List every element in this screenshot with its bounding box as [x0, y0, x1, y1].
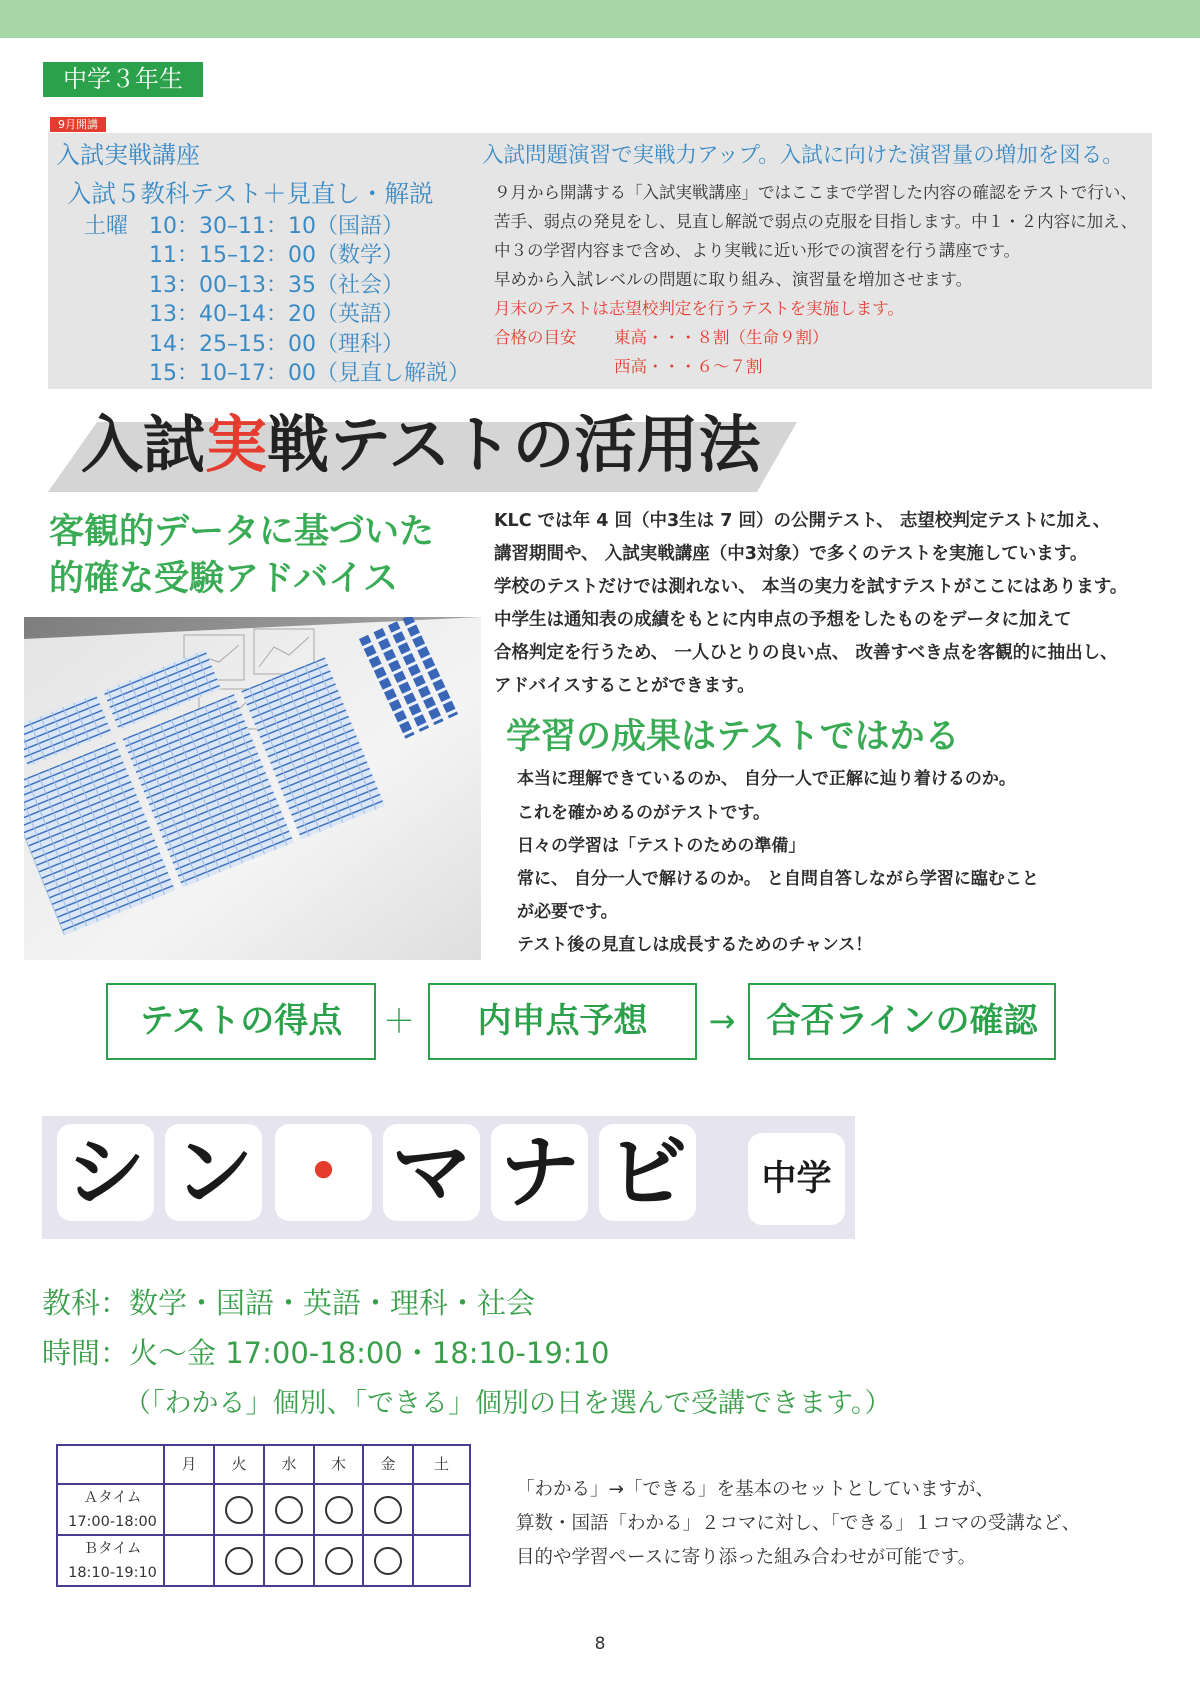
- program-name-tile: マ: [383, 1124, 480, 1221]
- program-name-panel: [42, 1116, 855, 1239]
- description-line: ９月から開講する「入試実戦講座」ではここまで学習した内容の確認をテストで行い、: [494, 182, 1137, 202]
- description-line: 中３の学習内容まで含め、より実戦に近い形での演習を行う講座です。: [494, 240, 1021, 260]
- arrow-right-icon: →: [708, 1002, 736, 1040]
- time-slot-cell: [57, 1535, 164, 1586]
- paragraph-line: アドバイスすることができます。: [494, 675, 755, 696]
- course-notice: 月末のテストは志望校判定を行うテストを実施します。: [494, 298, 904, 318]
- top-color-bar: [0, 0, 1200, 38]
- timetable-cell: [164, 1535, 214, 1586]
- time-slot-hours: 17:00-18:00: [68, 1513, 157, 1530]
- program-time: 時間：火〜金 17:00-18:00・18:10-19:10: [42, 1336, 610, 1370]
- timetable-header-row: [57, 1445, 470, 1484]
- timetable-cell: [164, 1484, 214, 1535]
- time-slot-cell: [57, 1484, 164, 1535]
- circle-mark-icon: [325, 1547, 353, 1575]
- schedule-item: 13：00–13：35（社会）: [149, 272, 404, 298]
- paragraph-line: 算数・国語「わかる」２コマに対し、「できる」１コマの受講など、: [516, 1513, 1081, 1534]
- results-paragraph: [517, 763, 1039, 962]
- program-name-tile: ン: [165, 1124, 262, 1221]
- day-header: 木: [314, 1445, 363, 1484]
- timetable-cell: [264, 1484, 314, 1535]
- time-slot-hours: 18:10-19:10: [68, 1564, 157, 1581]
- course-title: 入試実戦講座: [56, 141, 200, 169]
- pass-target-label: 合格の目安: [494, 327, 577, 347]
- paragraph-line: 講習期間や、 入試実戦講座（中3対象）で多くのテストを実施しています。: [494, 543, 1088, 564]
- paragraph-line: 本当に理解できているのか、 自分一人で正解に辿り着けるのか。: [517, 769, 1016, 790]
- flow-step-pass-line: 合否ラインの確認: [748, 983, 1056, 1060]
- results-heading: 学習の成果はテストではかる: [506, 717, 960, 757]
- paragraph-line: 「わかる」→「できる」を基本のセットとしていますが、: [516, 1479, 995, 1500]
- paragraph-line: これを確かめるのがテストです。: [517, 802, 770, 823]
- time-slot-name: Ａタイム: [83, 1489, 142, 1506]
- program-note: （「わかる」個別、「できる」個別の日を選んで受講できます。）: [124, 1388, 892, 1419]
- plus-icon: ＋: [382, 1002, 415, 1040]
- timetable-cell: [363, 1484, 413, 1535]
- schedule-item: 10：30–11：10（国語）: [149, 214, 404, 239]
- schedule-item: 13：40–14：20（英語）: [149, 302, 404, 328]
- day-header: 土: [413, 1445, 470, 1484]
- flow-step-internal-grade: 内申点予想: [428, 983, 697, 1060]
- paragraph-line: 日々の学習は「テストのための準備」: [517, 835, 806, 856]
- course-description: [494, 178, 1137, 381]
- timetable-cell: [214, 1484, 264, 1535]
- paragraph-line: が必要です。: [517, 902, 618, 923]
- schedule-item: 14：25–15：00（理科）: [149, 331, 404, 357]
- paragraph-line: KLC では年 4 回（中3生は 7 回）の公開テスト、 志望校判定テストに加え、: [494, 510, 1111, 531]
- program-subjects: 教科：数学・国語・英語・理科・社会: [42, 1286, 536, 1320]
- opening-month-badge: 9月開講: [50, 117, 106, 132]
- circle-mark-icon: [225, 1496, 253, 1524]
- banner-title-part: 戦テストの活用法: [267, 408, 761, 481]
- circle-mark-icon: [275, 1547, 303, 1575]
- paragraph-line: 常に、 自分一人で解けるのか。 と自問自答しながら学習に臨むこと: [517, 869, 1039, 889]
- paragraph-line: 合格判定を行うため、 一人ひとりの良い点、 改善すべき点を客観的に抽出し、: [494, 642, 1118, 663]
- timetable-row: [57, 1535, 470, 1586]
- course-schedule: [149, 212, 470, 388]
- timetable: [56, 1444, 471, 1587]
- timetable-cell: [413, 1535, 470, 1586]
- advice-heading: [49, 509, 434, 603]
- day-header: 金: [363, 1445, 413, 1484]
- timetable-cell: [413, 1484, 470, 1535]
- timetable-cell: [363, 1535, 413, 1586]
- program-name-tile: ・: [275, 1124, 372, 1221]
- program-name-tile: ビ: [599, 1124, 696, 1221]
- course-subtitle: 入試５教科テスト＋見直し・解説: [67, 179, 434, 208]
- schedule-item: 11：15–12：00（数学）: [149, 243, 404, 269]
- page-number: 8: [594, 1634, 606, 1654]
- paragraph-line: 目的や学習ペースに寄り添った組み合わせが可能です。: [516, 1547, 977, 1568]
- grade-label: 中学３年生: [43, 62, 203, 97]
- program-name-tile: シ: [57, 1124, 154, 1221]
- circle-mark-icon: [374, 1496, 402, 1524]
- circle-mark-icon: [374, 1547, 402, 1575]
- circle-mark-icon: [225, 1547, 253, 1575]
- day-header: 火: [214, 1445, 264, 1484]
- advice-heading-line: 的確な受験アドバイス: [49, 559, 398, 599]
- day-header: 月: [164, 1445, 214, 1484]
- paragraph-line: 学校のテストだけでは測れない、 本当の実力を試すテストがここにはあります。: [494, 576, 1128, 597]
- paragraph-line: テスト後の見直しは成長するためのチャンス！: [517, 935, 873, 956]
- day-header: 水: [264, 1445, 314, 1484]
- pass-target-row: [494, 352, 1137, 381]
- pass-target-row: [494, 323, 1137, 352]
- schedule-item: 15：10–17：00（見直し解説）: [149, 361, 470, 387]
- advice-heading-line: 客観的データに基づいた: [49, 512, 435, 552]
- banner-title-part: 入試: [81, 408, 206, 481]
- timetable-cell: [314, 1535, 363, 1586]
- program-level-tile: 中学: [748, 1133, 845, 1225]
- circle-mark-icon: [275, 1496, 303, 1524]
- test-result-sheets-photo: [24, 617, 481, 960]
- course-panel: [48, 133, 1152, 389]
- pass-target-west: 西高・・・６〜７割: [614, 356, 763, 376]
- program-name-tile: ナ: [491, 1124, 588, 1221]
- timetable-row: [57, 1484, 470, 1535]
- course-headline: 入試問題演習で実戦力アップ。入試に向けた演習量の増加を図る。: [482, 143, 1124, 168]
- timetable-cell: [314, 1484, 363, 1535]
- course-day: 土曜: [84, 214, 129, 239]
- pass-target-east: 東高・・・８割（生命９割）: [614, 327, 829, 347]
- timetable-cell: [214, 1535, 264, 1586]
- description-line: 早めから入試レベルの問題に取り組み、演習量を増加させます。: [494, 269, 973, 289]
- banner-title: [81, 408, 761, 482]
- circle-mark-icon: [325, 1496, 353, 1524]
- advice-paragraph: [494, 505, 1127, 703]
- schedule-explanation: [516, 1473, 1080, 1575]
- description-line: 苦手、弱点の発見をし、見直し解説で弱点の克服を目指します。中１・２内容に加え、: [494, 211, 1138, 231]
- timetable-corner-cell: [57, 1445, 164, 1484]
- flow-step-test-score: テストの得点: [106, 983, 376, 1060]
- timetable-cell: [264, 1535, 314, 1586]
- paragraph-line: 中学生は通知表の成績をもとに内申点の予想をしたものをデータに加えて: [494, 609, 1072, 630]
- banner-title-highlight: 実: [205, 408, 268, 481]
- time-slot-name: Ｂタイム: [83, 1540, 142, 1557]
